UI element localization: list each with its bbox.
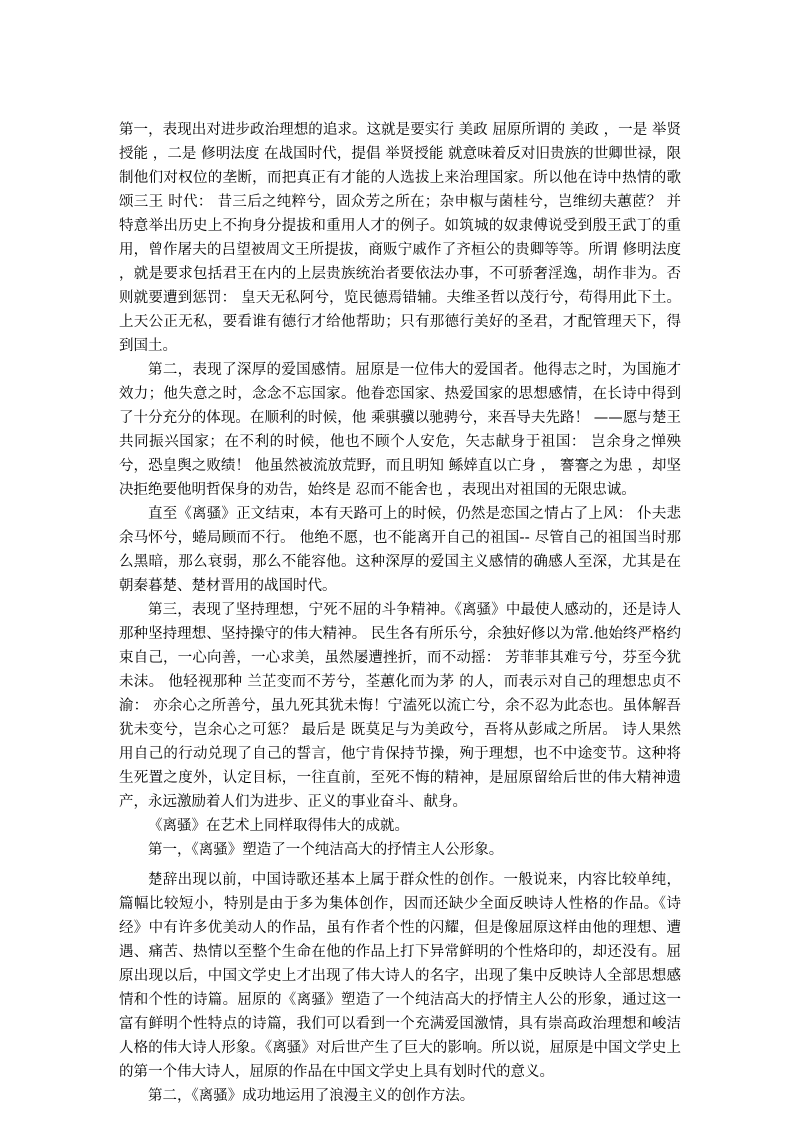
- paragraph-romanticism: 第二，《离骚》成功地运用了浪漫主义的创作方法。: [148, 1088, 475, 1104]
- paragraph-love-of-country: 直至《离骚》正文结束，本有天路可上的时候，仍然是恋国之情占了上风： 仆夫悲余马怀兮，蜷局顾而不行。 他绝不愿，也不能离开自己的祖国-- 尽管自己的祖国当时那么黑暗，那么衰弱，那么不能容他。这种深厚的爱国主义感情的确感人至深，尤其是在朝秦暮楚、楚材晋用的战国时代。: [119, 506, 681, 594]
- paragraph-fighting-spirit: 第三，表现了坚持理想，宁死不屈的斗争精神。《离骚》中最使人感动的，还是诗人那种坚持理想、坚持操守的伟大精神。 民生各有所乐兮，余独好修以为常.他始终严格约束自己，一心向善，一心求美，虽然屡遭挫折，而不动摇： 芳菲菲其难亏兮，芬至今犹未沫。 他轻视那种 兰芷变而不芳兮，荃蕙化而为茅 的人，而表示对自己的理想忠贞不渝： 亦余心之所善兮，虽九死其犹未悔！宁溘死以流亡兮，余不忍为此态也。虽体解吾犹未变兮，岂余心之可惩？ 最后是 既莫足与为美政兮，吾将从彭咸之所居。 诗人果然用自己的行动兑现了自己的誓言，他宁肯保持节操，殉于理想，也不中途变节。这种将生死置之度外，认定目标，一往直前，至死不悔的精神，是屈原留给后世的伟大精神遗产，永远激励着人们为进步、正义的事业奋斗、献身。: [119, 602, 681, 810]
- paragraph-chuci-background: 楚辞出现以前，中国诗歌还基本上属于群众性的创作。一般说来，内容比较单纯，篇幅比较短小，特别是由于多为集体创作，因而还缺少全面反映诗人性格的作品。《诗经》中有许多优美动人的作品，虽有作者个性的闪耀，但是像屈原这样由他的理想、遭遇、痛苦、热情以至整个生命在他的作品上打下异常鲜明的个性烙印的，却还没有。屈原出现以后，中国文学史上才出现了伟大诗人的名字，出现了集中反映诗人全部思想感情和个性的诗篇。屈原的《离骚》塑造了一个纯洁高大的抒情主人公的形象，通过这一富有鲜明个性特点的诗篇，我们可以看到一个充满爱国激情，具有崇高政治理想和峻洁人格的伟大诗人形象。《离骚》对后世产生了巨大的影响。所以说，屈原是中国文学史上的第一个伟大诗人，屈原的作品在中国文学史上具有划时代的意义。: [119, 872, 681, 1080]
- paragraph-lyric-hero: 第一，《离骚》塑造了一个纯洁高大的抒情主人公形象。: [148, 842, 504, 858]
- paragraph-patriotism: 第二，表现了深厚的爱国感情。屈原是一位伟大的爱国者。他得志之时，为国施才效力；他失意之时，念念不忘国家。他眷恋国家、热爱国家的思想感情，在长诗中得到了十分充分的体现。在顺利的时候，他 乘骐骥以驰骋兮，来吾导夫先路！ ——愿与楚王共同振兴国家；在不利的时候，他也不顾个人安危，矢志献身于祖国： 岂余身之惮殃兮，恐皇舆之败绩！ 他虽然被流放荒野，而且明知 鲧婞直以亡身 ， 謇謇之为患 ，却坚决拒绝要他明哲保身的劝告，始终是 忍而不能舍也 ，表现出对祖国的无限忠诚。: [119, 362, 681, 498]
- paragraph-artistic-achievement: 《离骚》在艺术上同样取得伟大的成就。: [148, 818, 409, 834]
- document-body: [119, 118, 681, 1108]
- paragraph-political-ideal: 第一，表现出对进步政治理想的追求。这就是要实行 美政 屈原所谓的 美政 ，一是 举贤授能 ，二是 修明法度 在战国时代，提倡 举贤授能 就意味着反对旧贵族的世卿世禄，限制他们对权位的垄断，而把真正有才能的人选拔上来治理国家。所以他在诗中热情的歌颂三王 时代： 昔三后之纯粹兮，固众芳之所在；杂申椒与菌桂兮，岂维纫夫蕙茝？ 并特意举出历史上不拘身分提拔和重用人才的例子。如筑城的奴隶傅说受到殷王武丁的重用，曾作屠夫的吕望被周文王所提拔，商贩宁戚作了齐桓公的贵卿等等。所谓 修明法度 ，就是要求包括君王在内的上层贵族统治者要依法办事，不可骄奢淫逸，胡作非为。否则就要遭到惩罚： 皇天无私阿兮，览民德焉错辅。夫维圣哲以茂行兮，苟得用此下土。 上天公正无私，要看谁有德行才给他帮助；只有那德行美好的圣君，才配管理天下，得到国土。: [119, 122, 681, 354]
